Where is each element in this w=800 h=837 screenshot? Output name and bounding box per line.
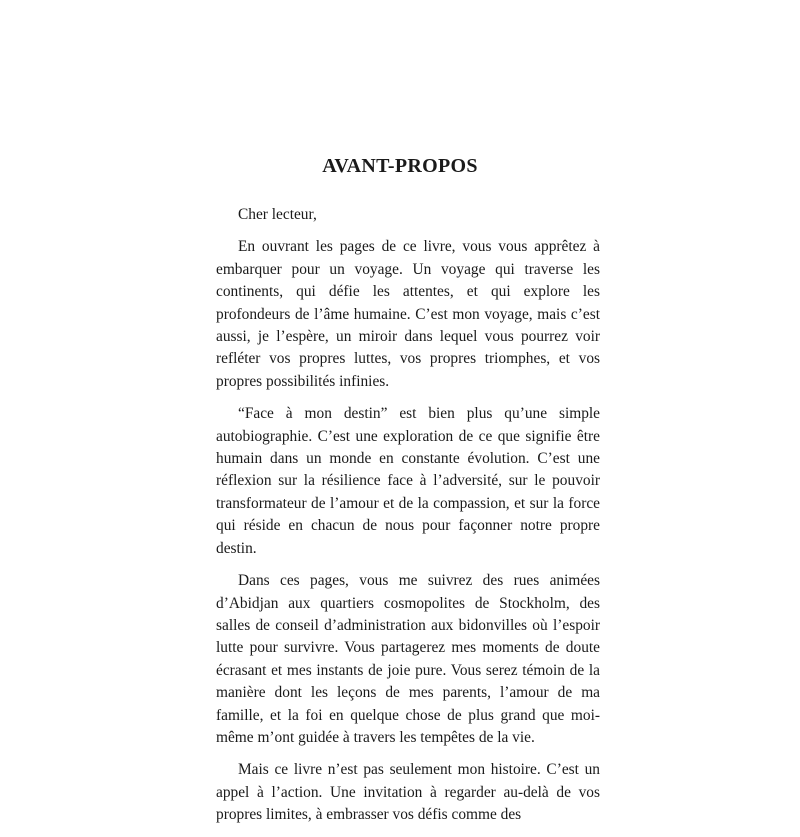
salutation: Cher lecteur, xyxy=(238,206,317,223)
paragraph-1: En ouvrant les pages de ce livre, vous vous apprêtez à embarquer pour un voyage. Un voyage qui traverse les continents, qui défie les attentes, et qui explore les profondeurs de l’âme humaine. C’est mon voyage, mais c’est aussi, je l’espère, un miroir dans lequel vous pourrez voir refléter vos propres luttes, vos propres triomphes, et vos propres possibilités infinies. xyxy=(216,238,600,390)
paragraph-4: Mais ce livre n’est pas seulement mon histoire. C’est un appel à l’action. Une invitation à regarder au-delà de vos propres limites, à embrasser vos défis comme des xyxy=(216,761,600,824)
body-text xyxy=(216,204,600,837)
page-title: AVANT-PROPOS xyxy=(322,155,478,177)
paragraph-2: “Face à mon destin” est bien plus qu’une simple autobiographie. C’est une exploration de ce que signifie être humain dans un monde en constante évolution. C’est une réflexion sur la résilience face à l’adversité, sur le pouvoir transformateur de l’amour et de la compassion, et sur la force qui réside en chacun de nous pour façonner notre propre destin. xyxy=(216,405,600,557)
paragraph-3: Dans ces pages, vous me suivrez des rues animées d’Abidjan aux quartiers cosmopolites de Stockholm, des salles de conseil d’administration aux bidonvilles où l’espoir lutte pour survivre. Vous partagerez mes moments de doute écrasant et mes instants de joie pure. Vous serez témoin de la manière dont les leçons de mes parents, l’amour de ma famille, et la foi en quelque chose de plus grand que moi-même m’ont guidée à travers les tempêtes de la vie. xyxy=(216,572,600,746)
